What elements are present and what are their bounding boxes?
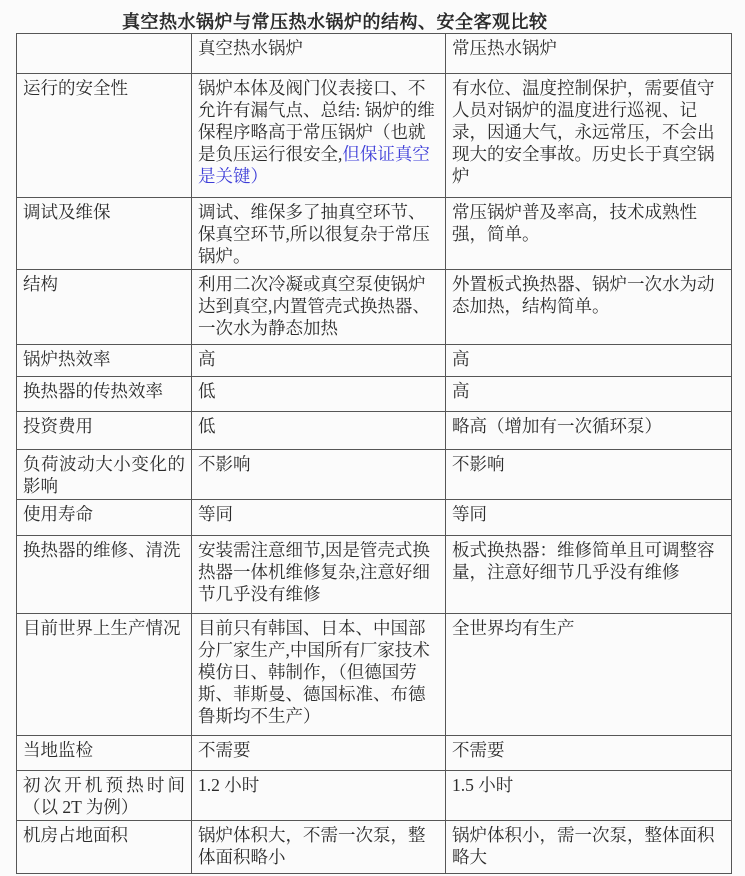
atmospheric-value-cell: 外置板式换热器、锅炉一次水为动态加热，结构简单。 — [446, 270, 732, 345]
row-label-cell: 目前世界上生产情况 — [17, 614, 192, 736]
header-cell-rowlabel — [17, 34, 192, 74]
atmospheric-value-cell: 不需要 — [446, 736, 732, 771]
vacuum-value-cell: 目前只有韩国、日本、中国部分厂家生产,中国所有厂家技术模仿日、韩制作，（但德国劳斯、菲斯曼、德国标准、布德鲁斯均不生产） — [192, 614, 446, 736]
vacuum-value-cell: 调试、维保多了抽真空环节、保真空环节,所以很复杂于常压锅炉。 — [192, 198, 446, 270]
table-row — [17, 536, 732, 614]
table-row — [17, 198, 732, 270]
table-row — [17, 500, 732, 536]
vacuum-value-cell: 利用二次冷凝或真空泵使锅炉达到真空,内置管壳式换热器、一次水为静态加热 — [192, 270, 446, 345]
row-label-cell: 投资费用 — [17, 412, 192, 450]
row-label-cell: 结构 — [17, 270, 192, 345]
table-row — [17, 377, 732, 412]
comparison-table — [16, 33, 732, 874]
row-label-cell: 锅炉热效率 — [17, 345, 192, 377]
document-title: 真空热水锅炉与常压热水锅炉的结构、安全客观比较 — [122, 12, 548, 32]
row-label-cell: 换热器的维修、清洗 — [17, 536, 192, 614]
vacuum-value-cell: 不影响 — [192, 450, 446, 500]
header-cell-vacuum: 真空热水锅炉 — [192, 34, 446, 74]
vacuum-value-text: 锅炉本体及阀门仪表接口、不允许有漏气点、总结: 锅炉的维保程序略高于常压锅炉（也就是负压运行很安全, — [198, 78, 435, 164]
table-row — [17, 771, 732, 821]
header-cell-atmospheric: 常压热水锅炉 — [446, 34, 732, 74]
atmospheric-value-cell: 等同 — [446, 500, 732, 536]
row-label-cell: 初次开机预热时间（以 2T 为例） — [17, 771, 192, 821]
table-row — [17, 412, 732, 450]
table-header-row — [17, 34, 732, 74]
atmospheric-value-cell: 板式换热器：维修简单且可调整容量，注意好细节几乎没有维修 — [446, 536, 732, 614]
table-row — [17, 74, 732, 198]
vacuum-value-cell: 1.2 小时 — [192, 771, 446, 821]
vacuum-value-cell: 高 — [192, 345, 446, 377]
row-label-cell: 调试及维保 — [17, 198, 192, 270]
vacuum-value-cell: 等同 — [192, 500, 446, 536]
atmospheric-value-cell: 高 — [446, 345, 732, 377]
atmospheric-value-cell: 略高（增加有一次循环泵） — [446, 412, 732, 450]
row-label-cell: 当地监检 — [17, 736, 192, 771]
atmospheric-value-cell: 1.5 小时 — [446, 771, 732, 821]
atmospheric-value-cell: 全世界均有生产 — [446, 614, 732, 736]
row-label-cell: 换热器的传热效率 — [17, 377, 192, 412]
atmospheric-value-cell: 常压锅炉普及率高，技术成熟性强，简单。 — [446, 198, 732, 270]
row-label-cell: 机房占地面积 — [17, 821, 192, 874]
vacuum-value-cell: 安装需注意细节,因是管壳式换热器一体机维修复杂,注意好细节几乎没有维修 — [192, 536, 446, 614]
table-row — [17, 736, 732, 771]
vacuum-value-cell: 不需要 — [192, 736, 446, 771]
row-label-cell: 使用寿命 — [17, 500, 192, 536]
table-row — [17, 821, 732, 874]
table-row — [17, 270, 732, 345]
atmospheric-value-cell: 锅炉体积小，需一次泵，整体面积略大 — [446, 821, 732, 874]
vacuum-value-cell: 锅炉体积大，不需一次泵，整体面积略小 — [192, 821, 446, 874]
atmospheric-value-cell: 有水位、温度控制保护，需要值守人员对锅炉的温度进行巡视、记录，因通大气，永远常压，不会出现大的安全事故。历史长于真空锅炉 — [446, 74, 732, 198]
table-row — [17, 614, 732, 736]
vacuum-value-cell: 低 — [192, 377, 446, 412]
table-row — [17, 345, 732, 377]
vacuum-value-cell: 低 — [192, 412, 446, 450]
row-label-cell: 负荷波动大小变化的影响 — [17, 450, 192, 500]
vacuum-value-highlight: 但保证真空是关键） — [198, 144, 430, 186]
atmospheric-value-cell: 不影响 — [446, 450, 732, 500]
vacuum-value-cell — [192, 74, 446, 198]
atmospheric-value-cell: 高 — [446, 377, 732, 412]
row-label-cell: 运行的安全性 — [17, 74, 192, 198]
table-row — [17, 450, 732, 500]
